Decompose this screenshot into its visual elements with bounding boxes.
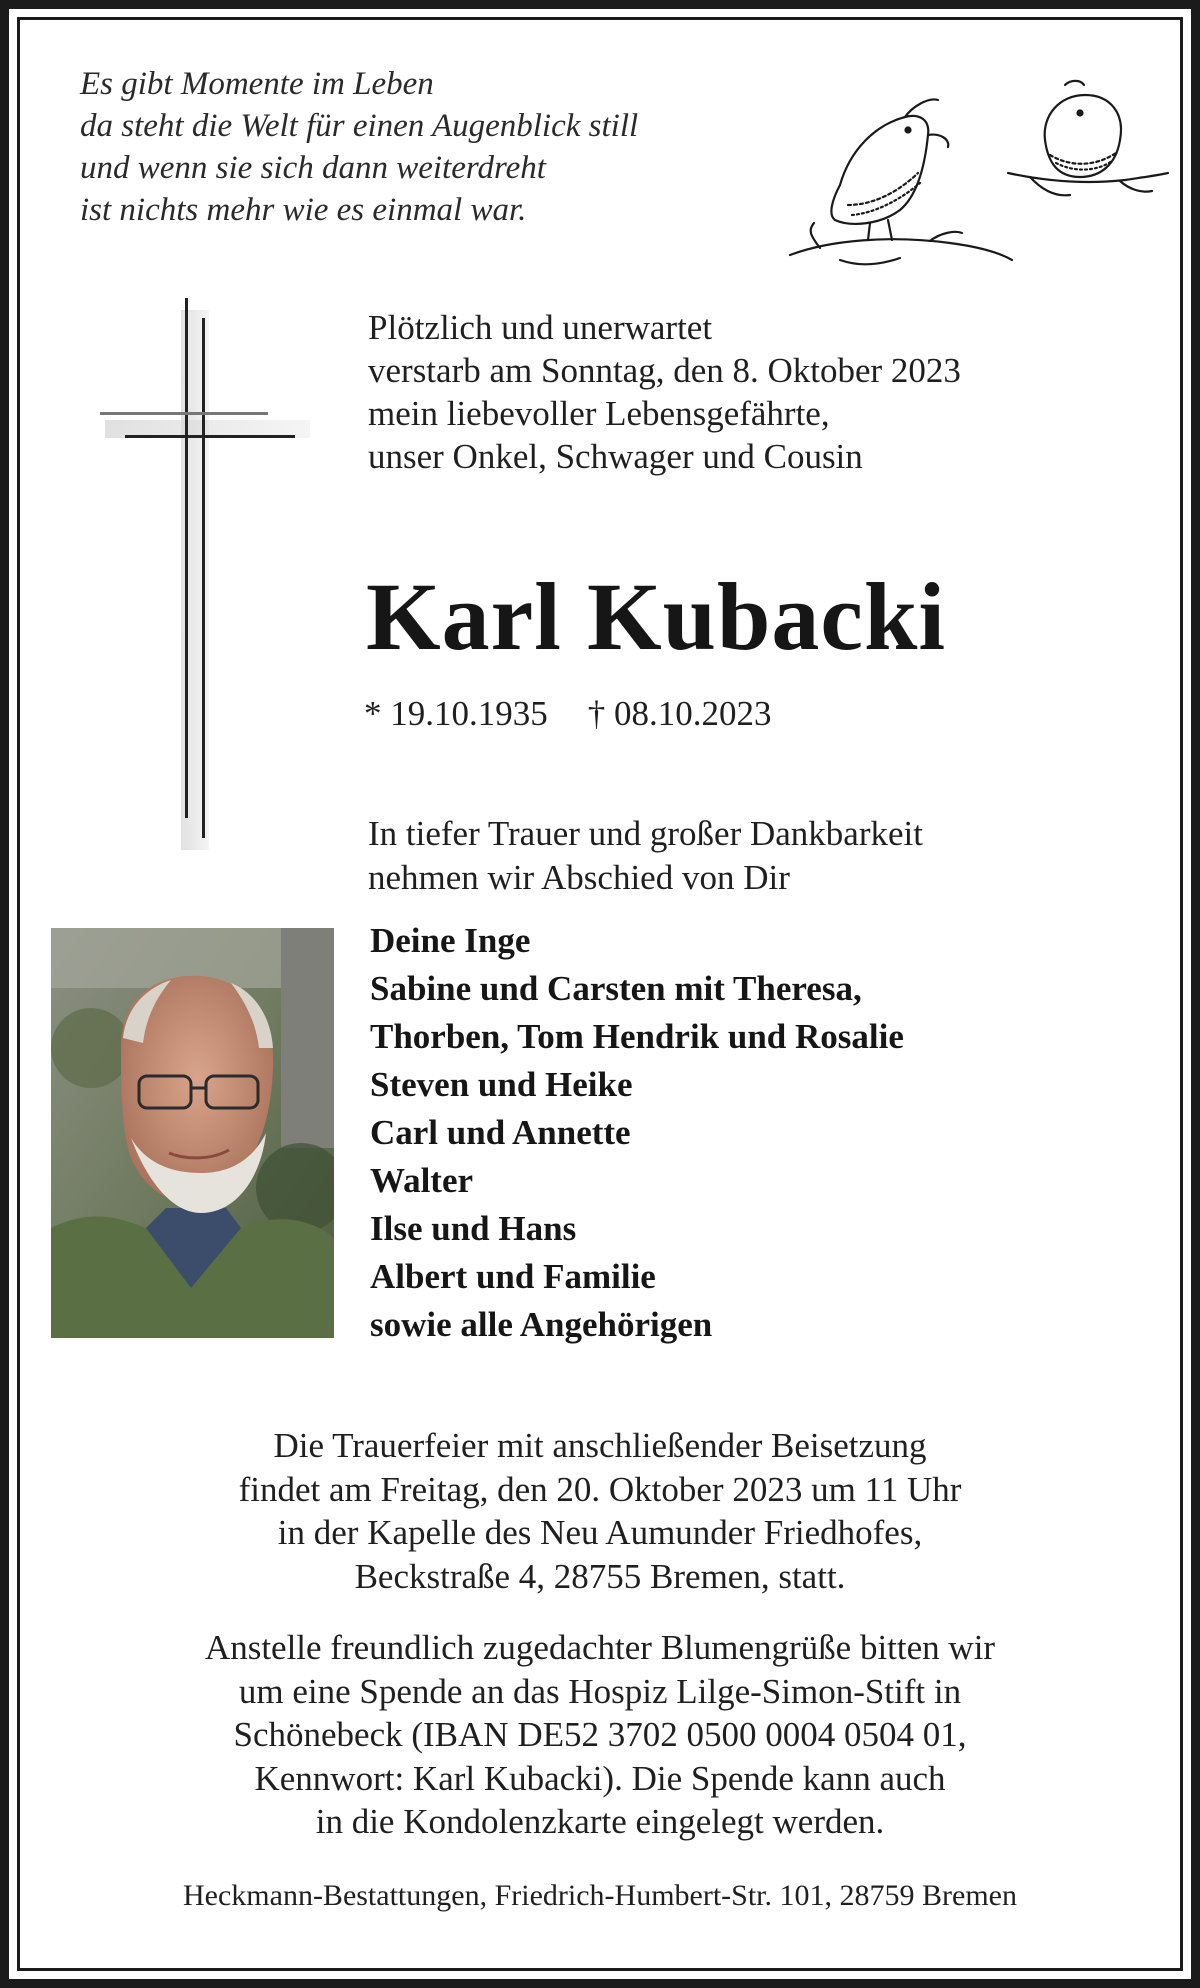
mourning-line: nehmen wir Abschied von Dir <box>368 858 790 897</box>
intro-line: verstarb am Sonntag, den 8. Oktober 2023 <box>368 351 961 390</box>
family-member: Ilse und Hans <box>370 1209 577 1248</box>
poem <box>80 63 780 231</box>
donation-info <box>40 1626 1160 1844</box>
donation-line: in die Kondolenzkarte eingelegt werden. <box>315 1802 885 1841</box>
birds-illustration-icon <box>780 55 1170 275</box>
undertaker-info: Heckmann-Bestattungen, Friedrich-Humbert-Str. 101, 28759 Bremen <box>183 1879 1017 1912</box>
birth-date: * 19.10.1935 <box>364 694 548 733</box>
announcement-intro <box>368 306 1148 478</box>
deceased-name: Karl Kubacki <box>366 563 947 670</box>
donation-line: um eine Spende an das Hospiz Lilge-Simon-Stift in <box>238 1671 962 1711</box>
portrait-photo <box>51 928 334 1338</box>
mourning-line: In tiefer Trauer und großer Dankbarkeit <box>368 814 923 853</box>
donation-line: Anstelle freundlich zugedachter Blumengrüße bitten wir <box>204 1628 996 1667</box>
poem-line: Es gibt Momente im Leben <box>80 66 434 102</box>
donation-line: Schönebeck (IBAN DE52 3702 0500 0004 0504 01, <box>233 1715 967 1754</box>
poem-line: ist nichts mehr wie es einmal war. <box>80 192 527 228</box>
service-line: Beckstraße 4, 28755 Bremen, statt. <box>354 1556 846 1596</box>
cross-icon <box>85 290 315 850</box>
poem-line: und wenn sie sich dann weiterdreht <box>80 150 546 186</box>
family-member: Steven und Heike <box>370 1065 633 1104</box>
service-line: findet am Freitag, den 20. Oktober 2023 um 11 Uhr <box>238 1469 962 1509</box>
intro-line: Plötzlich und unerwartet <box>368 308 713 347</box>
poem-line: da steht die Welt für einen Augenblick still <box>80 108 639 144</box>
family-member: Thorben, Tom Hendrik und Rosalie <box>370 1017 904 1056</box>
family-member: Walter <box>370 1161 474 1200</box>
donation-line: Kennwort: Karl Kubacki). Die Spende kann auch <box>254 1758 946 1798</box>
family-member: sowie alle Angehörigen <box>370 1305 713 1344</box>
intro-line: unser Onkel, Schwager und Cousin <box>368 437 863 476</box>
mourning-text <box>368 812 923 900</box>
family-list <box>370 917 904 1349</box>
family-member: Deine Inge <box>370 921 531 960</box>
life-dates <box>364 693 772 735</box>
service-info <box>40 1424 1160 1598</box>
family-member: Sabine und Carsten mit Theresa, <box>370 969 862 1008</box>
intro-line: mein liebevoller Lebensgefährte, <box>368 394 830 433</box>
service-line: Die Trauerfeier mit anschließender Beisetzung <box>273 1426 927 1465</box>
death-date: † 08.10.2023 <box>587 694 772 733</box>
family-member: Carl und Annette <box>370 1113 631 1152</box>
family-member: Albert und Familie <box>370 1257 656 1296</box>
service-line: in der Kapelle des Neu Aumunder Friedhofes, <box>277 1513 923 1552</box>
